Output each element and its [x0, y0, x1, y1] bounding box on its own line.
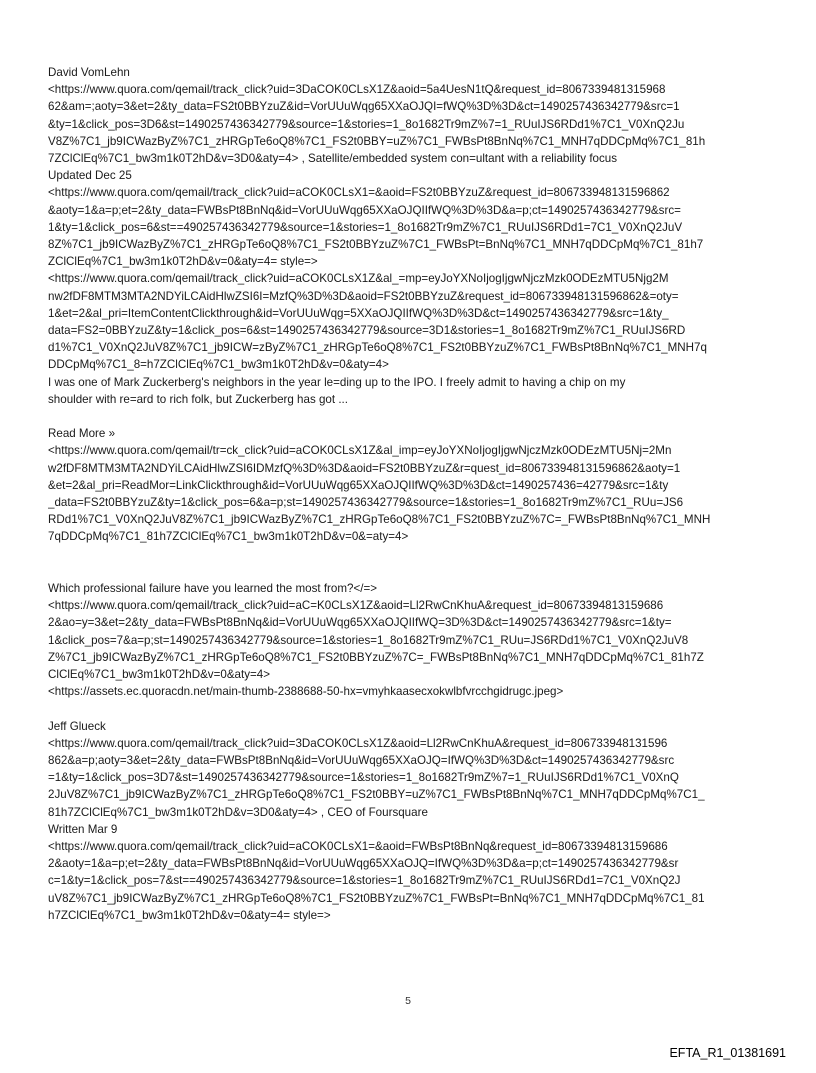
- text-line: &ty=1&click_pos=3D6&st=1490257436342779&source=1&stories=1_8o1682Tr9mZ%7=1_RUuIJS6RDd1%7C1_V0XnQ2Ju: [48, 117, 685, 131]
- text-line: Jeff Glueck: [48, 719, 106, 733]
- text-line: Read More »: [48, 427, 116, 441]
- text-line: 1&ty=1&click_pos=6&st==490257436342779&source=1&stories=1_8o1682Tr9mZ%7C1_RUuIJS6RDd1=7C1_V0XnQ2JuV: [48, 220, 683, 234]
- text-line: Which professional failure have you learned the most from?</=>: [48, 582, 377, 596]
- text-line: <https://www.quora.com/qemail/track_click?uid=aCOK0CLsX1Z&al_=mp=eyJoYXNoIjogIjgwNjczMzk0ODEzMTU5Njg2M: [48, 272, 669, 286]
- text-line: 862&a=p;aoty=3&et=2&ty_data=FWBsPt8BnNq&id=VorUUuWqg65XXaOJQ=IfWQ%3D%3D&ct=1490257436342779&src: [48, 754, 675, 768]
- text-line: 7ZClClEq%7C1_bw3m1k0T2hD&v=3D0&aty=4> , Satellite/embedded system con=ultant with a reliability focus: [48, 152, 618, 166]
- text-line: 2&ao=y=3&et=2&ty_data=FWBsPt8BnNq&id=VorUUuWqg65XXaOJQIIfWQ=3D%3D&ct=1490257436342779&src=1&ty=: [48, 616, 672, 630]
- text-line: Updated Dec 25: [48, 169, 132, 183]
- text-line: ClClEq%7C1_bw3m1k0T2hD&v=0&aty=4>: [48, 668, 271, 682]
- text-line: _data=FS2t0BBYzuZ&ty=1&click_pos=6&a=p;st=1490257436342779&source=1&stories=1_8o1682Tr9mZ%7C1_RUu=JS6: [48, 496, 684, 510]
- text-line: nw2fDF8MTM3MTA2NDYiLCAidHlwZSI6I=MzfQ%3D%3D&aoid=FS2t0BBYzuZ&request_id=806733948131596862&=oty=: [48, 289, 679, 303]
- text-line: 2&aoty=1&a=p;et=2&ty_data=FWBsPt8BnNq&id=VorUUuWqg65XXaOJQ=IfWQ%3D%3D&a=p;ct=1490257436342779&sr: [48, 857, 679, 871]
- text-line: <https://assets.ec.quoracdn.net/main-thumb-2388688-50-hx=vmyhkaasecxokwlbfvrcchgidrugc.jpeg>: [48, 685, 564, 699]
- text-line: uV8Z%7C1_jb9ICWazByZ%7C1_zHRGpTe6oQ8%7C1_FS2t0BBYzuZ%7C1_FWBsPt=BnNq%7C1_MNH7qDDCpMq%7C1_81: [48, 891, 705, 905]
- text-line: ZClClEq%7C1_bw3m1k0T2hD&v=0&aty=4= style=>: [48, 255, 318, 269]
- text-line: <https://www.quora.com/qemail/track_click?uid=aC=K0CLsX1Z&aoid=Ll2RwCnKhuA&request_id=80673394813159686: [48, 599, 664, 613]
- document-body: [48, 64, 778, 924]
- text-line: =1&ty=1&click_pos=3D7&st=1490257436342779&source=1&stories=1_8o1682Tr9mZ%7=1_RUuIJS6RDd1%7C1_V0XnQ: [48, 771, 679, 785]
- text-line: 2JuV8Z%7C1_jb9ICWazByZ%7C1_zHRGpTe6oQ8%7C1_FS2t0BBY=uZ%7C1_FWBsPt8BnNq%7C1_MNH7qDDCpMq%7C1_: [48, 788, 705, 802]
- text-line: <https://www.quora.com/qemail/track_click?uid=3DaCOK0CLsX1Z&aoid=5a4UesN1tQ&request_id=8067339481315968: [48, 83, 666, 97]
- text-line: [48, 408, 778, 425]
- text-line: &aoty=1&a=p;et=2&ty_data=FWBsPt8BnNq&id=VorUUuWqg65XXaOJQIIfWQ%3D%3D&a=p;ct=1490257436342779&src=: [48, 203, 681, 217]
- text-line: 1&et=2&al_pri=ItemContentClickthrough&id=VorUUuWqg=5XXaOJQIIfWQ%3D%3D&ct=1490257436342779&src=1&ty_: [48, 306, 669, 320]
- text-line: <https://www.quora.com/qemail/track_click?uid=3DaCOK0CLsX1Z&aoid=Ll2RwCnKhuA&request_id=806733948131596: [48, 736, 668, 750]
- text-line: w2fDF8MTM3MTA2NDYiLCAidHlwZSI6IDMzfQ%3D%3D&aoid=FS2t0BBYzuZ&r=quest_id=806733948131596862&aoty=1: [48, 461, 681, 475]
- text-line: 81h7ZClClEq%7C1_bw3m1k0T2hD&v=3D0&aty=4> , CEO of Foursquare: [48, 805, 428, 819]
- text-line: data=FS2=0BBYzuZ&ty=1&click_pos=6&st=1490257436342779&source=3D1&stories=1_8o1682Tr9mZ%7C1_RUuIJS6RD: [48, 324, 686, 338]
- text-line: 7qDDCpMq%7C1_81h7ZClClEq%7C1_bw3m1k0T2hD&v=0&=aty=4>: [48, 530, 409, 544]
- text-line: <https://www.quora.com/qemail/track_click?uid=aCOK0CLsX1=&aoid=FS2t0BBYzuZ&request_id=806733948131596862: [48, 186, 670, 200]
- text-line: David VomLehn: [48, 66, 130, 79]
- text-line: RDd1%7C1_V0XnQ2JuV8Z%7C1_jb9ICWazByZ%7C1_zHRGpTe6oQ8%7C1_FS2t0BBYzuZ%7C=_FWBsPt8BnNq%7C1_MNH: [48, 513, 711, 527]
- text-line: &et=2&al_pri=ReadMor=LinkClickthrough&id=VorUUuWqg65XXaOJQIIfWQ%3D%3D&ct=1490257436=42779&src=1&ty: [48, 478, 669, 492]
- text-line: h7ZClClEq%7C1_bw3m1k0T2hD&v=0&aty=4= style=>: [48, 908, 331, 922]
- text-line: V8Z%7C1_jb9ICWazByZ%7C1_zHRGpTe6oQ8%7C1_FS2t0BBY=uZ%7C1_FWBsPt8BnNq%7C1_MNH7qDDCpMq%7C1_81h: [48, 134, 706, 148]
- text-line: DDCpMq%7C1_8=h7ZClClEq%7C1_bw3m1k0T2hD&v=0&aty=4>: [48, 358, 389, 372]
- page-number: 5: [405, 995, 411, 1007]
- text-line: <https://www.quora.com/qemail/tr=ck_click?uid=aCOK0CLsX1Z&al_imp=eyJoYXNoIjogIjgwNjczMzk0ODEzMTU5Nj=2Mn: [48, 444, 672, 458]
- text-line: 62&am=;aoty=3&et=2&ty_data=FS2t0BBYzuZ&id=VorUUuWqg65XXaOJQI=fWQ%3D%3D&ct=1490257436342779&src=1: [48, 100, 680, 114]
- document-id-footer: EFTA_R1_01381691: [669, 1046, 786, 1060]
- text-line: [48, 563, 778, 580]
- text-line: 1&click_pos=7&a=p;st=1490257436342779&source=1&stories=1_8o1682Tr9mZ%7C1_RUu=JS6RDd1%7C1_V0XnQ2JuV8: [48, 633, 689, 647]
- text-line: [48, 700, 778, 717]
- text-line: <https://www.quora.com/qemail/track_click?uid=aCOK0CLsX1=&aoid=FWBsPt8BnNq&request_id=80673394813159686: [48, 840, 668, 854]
- text-line: I was one of Mark Zuckerberg's neighbors in the year le=ding up to the IPO. I freely admit to having a chip on my: [48, 375, 626, 389]
- text-line: 8Z%7C1_jb9ICWazByZ%7C1_zHRGpTe6oQ8%7C1_FS2t0BBYzuZ%7C1_FWBsPt=BnNq%7C1_MNH7qDDCpMq%7C1_81h7: [48, 238, 704, 252]
- text-line: d1%7C1_V0XnQ2JuV8Z%7C1_jb9ICW=zByZ%7C1_zHRGpTe6oQ8%7C1_FS2t0BBYzuZ%7C1_FWBsPt8BnNq%7C1_MNH7q: [48, 341, 707, 355]
- text-line: [48, 546, 778, 563]
- text-line: Written Mar 9: [48, 822, 118, 836]
- text-line: c=1&ty=1&click_pos=7&st==490257436342779&source=1&stories=1_8o1682Tr9mZ%7C1_RUuIJS6RDd1=7C1_V0XnQ2J: [48, 874, 681, 888]
- text-line: Z%7C1_jb9ICWazByZ%7C1_zHRGpTe6oQ8%7C1_FS2t0BBYzuZ%7C=_FWBsPt8BnNq%7C1_MNH7qDDCpMq%7C1_81h7Z: [48, 650, 704, 664]
- text-line: shoulder with re=ard to rich folk, but Zuckerberg has got ...: [48, 392, 348, 406]
